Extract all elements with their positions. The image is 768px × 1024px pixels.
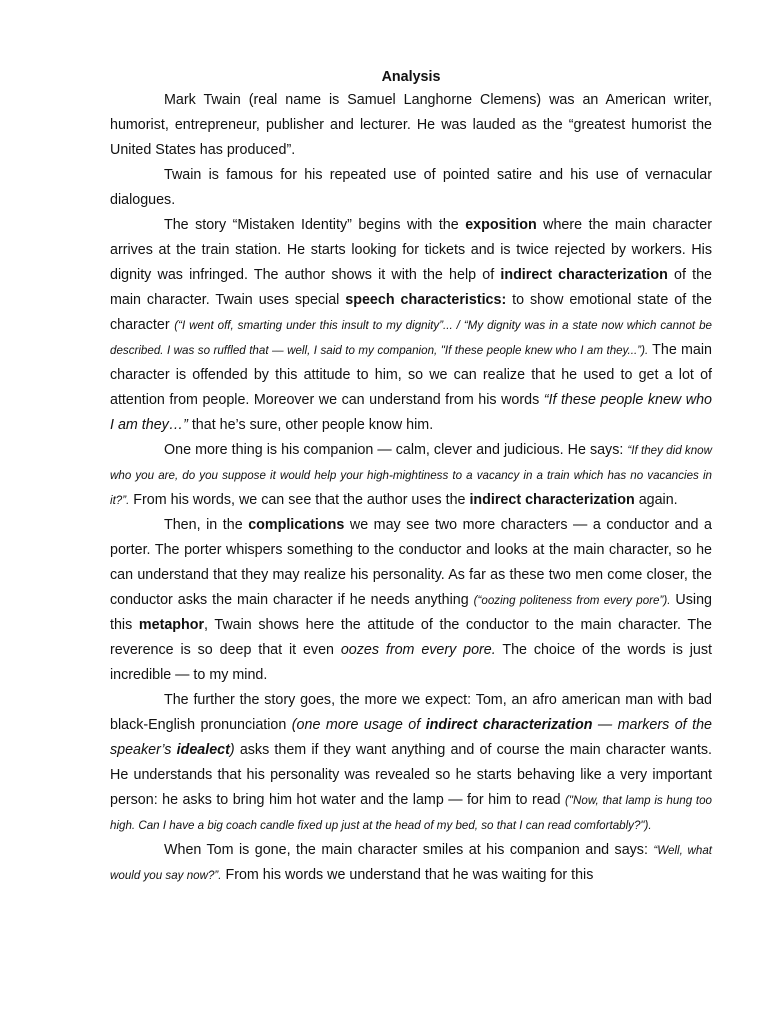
- text-run: to show emotional state of the character: [110, 292, 712, 333]
- quote: (“oozing politeness from every pore”).: [473, 594, 671, 607]
- text-run: where the main character arrives at the train station. He starts looking for tickets and is twice rejected by workers. His dignity was infringed. The author shows it with the help of: [110, 217, 712, 283]
- quote: “If these people knew who I am they…”: [110, 392, 712, 433]
- term-indirect-characterization: indirect characterization: [425, 717, 593, 733]
- text-run: that he’s sure, other people know him.: [187, 417, 434, 433]
- text-run: One more thing is his companion — calm, clever and judicious. He says:: [164, 442, 628, 458]
- text-run: The choice of the words is just incredible — to my mind.: [110, 642, 712, 683]
- quote: (“I went off, smarting under this insult to my dignity”... / “My dignity was in a state now which cannot be described. I was so ruffled that — well, I said to my companion, "If these people knew who I am they...”).: [110, 319, 712, 357]
- text-run: The further the story goes, the more we expect: Tom, an afro american man with bad black-English pronunciation: [110, 692, 712, 733]
- paragraph-tom: [110, 688, 712, 838]
- term-indirect-characterization: indirect characterization: [469, 492, 635, 508]
- text-run: From his words, we can see that the author uses the: [129, 492, 470, 508]
- paragraph-exposition: [110, 213, 712, 438]
- paragraph-intro: [110, 88, 712, 163]
- text-run: , Twain shows here the attitude of the conductor to the main character. The reverence is so deep that it even: [110, 617, 712, 658]
- italic-phrase: — markers of the speaker’s: [110, 717, 712, 758]
- text-run: again.: [634, 492, 678, 508]
- italic-phrase: (one more usage of: [291, 717, 426, 733]
- quote: “If they did know who you are, do you suppose it would help your high-mightiness to a vacancy in a train which has no vacancies in it?”.: [110, 444, 712, 507]
- quote: ("Now, that lamp is hung too high. Can I have a big coach candle fixed up just at the head of my bed, so that I can read comfortably?").: [110, 794, 712, 832]
- term-exposition: exposition: [465, 217, 537, 233]
- paragraph-text: Mark Twain (real name is Samuel Langhorne Clemens) was an American writer, humorist, entrepreneur, publisher and lecturer. He was lauded as the “greatest humorist the United States has produced”.: [110, 92, 712, 158]
- paragraph-companion: [110, 438, 712, 513]
- text-run: When Tom is gone, the main character smiles at his companion and says:: [164, 842, 654, 858]
- text-run: From his words we understand that he was waiting for this: [221, 867, 594, 883]
- term-speech-characteristics: speech characteristics:: [345, 292, 507, 308]
- text-run: we may see two more characters — a conductor and a porter. The porter whispers something to the conductor and looks at the main character, so he can understand that they may realize his personality. As far as these two men come closer, the conductor asks the main character if he needs anything: [110, 517, 712, 608]
- italic-phrase: ): [229, 742, 235, 758]
- text-run: asks them if they want anything and of course the main character wants. He understands that his personality was revealed so he starts behaving like a very important person: he asks to bring him hot water and the lamp — for him to read: [110, 742, 712, 808]
- term-indirect-characterization: indirect characterization: [500, 267, 668, 283]
- paragraph-tom-gone: [110, 838, 712, 888]
- text-run: Then, in the: [164, 517, 249, 533]
- paragraph-text: Twain is famous for his repeated use of pointed satire and his use of vernacular dialogues.: [110, 167, 712, 208]
- term-metaphor: metaphor: [138, 617, 205, 633]
- text-run: The main character is offended by this attitude to him, so we can realize that he used to get a lot of attention from people. Moreover we can understand from his words: [110, 342, 713, 408]
- paragraph-complications: [110, 513, 712, 688]
- text-run: of the main character. Twain uses special: [110, 267, 712, 308]
- term-complications: complications: [248, 517, 345, 533]
- page-title: Analysis: [381, 69, 441, 85]
- term-idealect: idealect: [176, 742, 230, 758]
- quote: “Well, what would you say now?”.: [110, 844, 712, 882]
- document-page: [110, 66, 712, 888]
- italic-phrase: oozes from every pore.: [340, 642, 496, 658]
- text-run: The story “Mistaken Identity” begins with the: [164, 217, 466, 233]
- paragraph-satire: [110, 163, 712, 213]
- text-run: Using this: [110, 592, 712, 633]
